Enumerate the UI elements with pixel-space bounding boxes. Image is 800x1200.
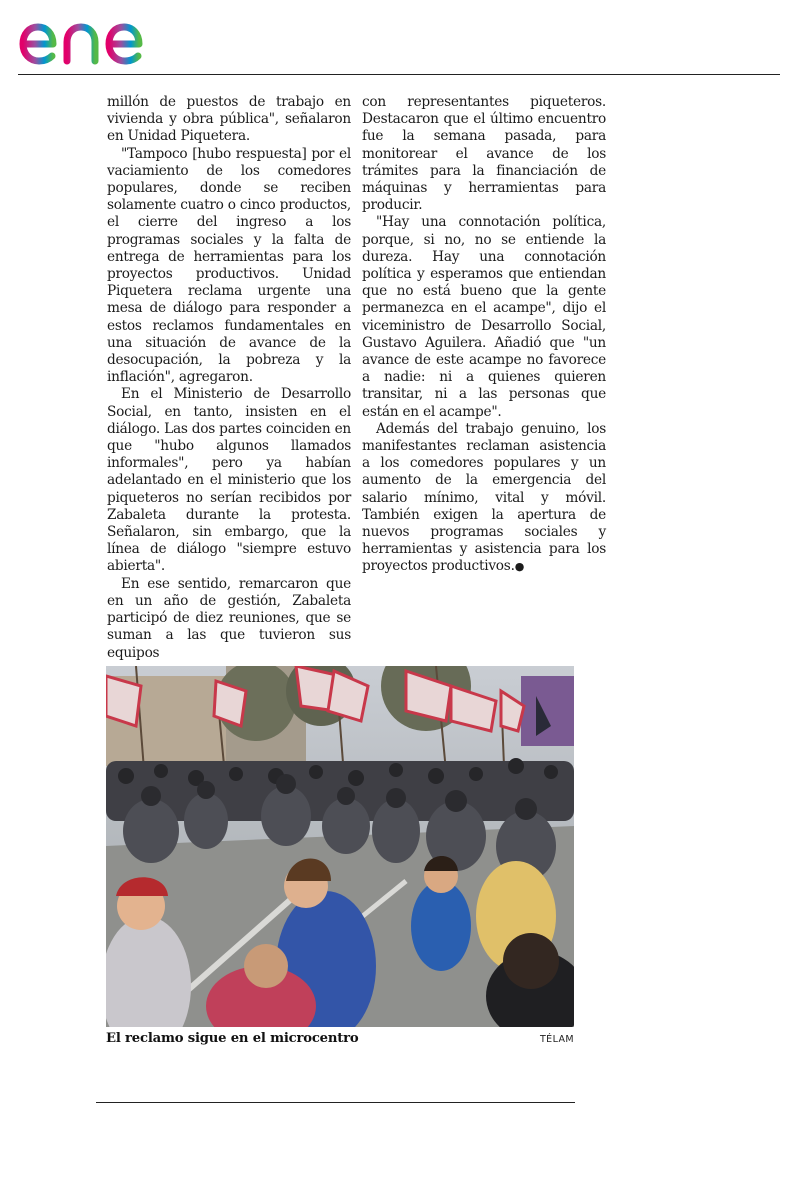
paragraph: millón de puestos de trabajo en vivienda y obra pública", señalaron en Unidad Piquetera. — [107, 94, 351, 145]
photo-credit: TÉLAM — [539, 1034, 574, 1045]
protest-camp-photo — [106, 666, 574, 1027]
article-photo — [106, 666, 574, 1027]
paragraph: con representantes piqueteros. Destacaron que el último encuentro fue la semana pasada, para monitorear el avance de los trámites para la financiación de máquinas y herramientas para producir. — [362, 94, 606, 214]
paragraph: En ese sentido, remarcaron que en un año de gestión, Zabaleta participó de diez reuniones, que se suman a las que tuvieron sus equipos — [107, 575, 351, 661]
paragraph: "Tampoco [hubo respuesta] por el vaciamiento de los comedores populares, donde se reciben solamente cuatro o cinco productos, el cierre del ingreso a los programas sociales y la falta de entrega de herramientas para los proyectos productivos. Unidad Piquetera reclama urgente una mesa de diálogo para responder a estos reclamos fundamentales en una situación de avance de la desocupación, la pobreza y la inflación", agregaron. — [107, 145, 351, 386]
enel-logo — [17, 6, 177, 68]
end-of-article-mark: ● — [514, 560, 525, 574]
paragraph: "Hay una connotación política, porque, si no, no se entiende la dureza. Hay una connotación política y esperamos que entiendan que no está bueno que la gente permanezca en el acampe", dijo el viceministro de Desarrollo Social, Gustavo Aguilera. Añadió que "un avance de este acampe no favorece a nadie: ni a quienes quieren transitar, ni a las personas que están en el acampe". — [362, 214, 606, 420]
footer-rule — [96, 1102, 575, 1103]
photo-caption: El reclamo sigue en el microcentro — [106, 1031, 359, 1046]
header-rule — [18, 74, 780, 75]
article-column-right — [362, 94, 606, 576]
article-column-left — [107, 94, 351, 662]
paragraph: En el Ministerio de Desarrollo Social, en tanto, insisten en el diálogo. Las dos partes coinciden en que "hubo algunos llamados informales", pero ya habían adelantado en el ministerio que los piqueteros no serían recibidos por Zabaleta durante la protesta. Señalaron, sin embargo, que la línea de diálogo "siempre estuvo abierta". — [107, 386, 351, 575]
paragraph-text: Además del trabajo genuino, los manifestantes reclaman asistencia a los comedores populares y un aumento de la emergencia del salario mínimo, vital y móvil. También exigen la apertura de nuevos programas sociales y herramientas y asistencia para los proyectos productivos. — [362, 420, 606, 575]
paragraph — [362, 421, 606, 576]
